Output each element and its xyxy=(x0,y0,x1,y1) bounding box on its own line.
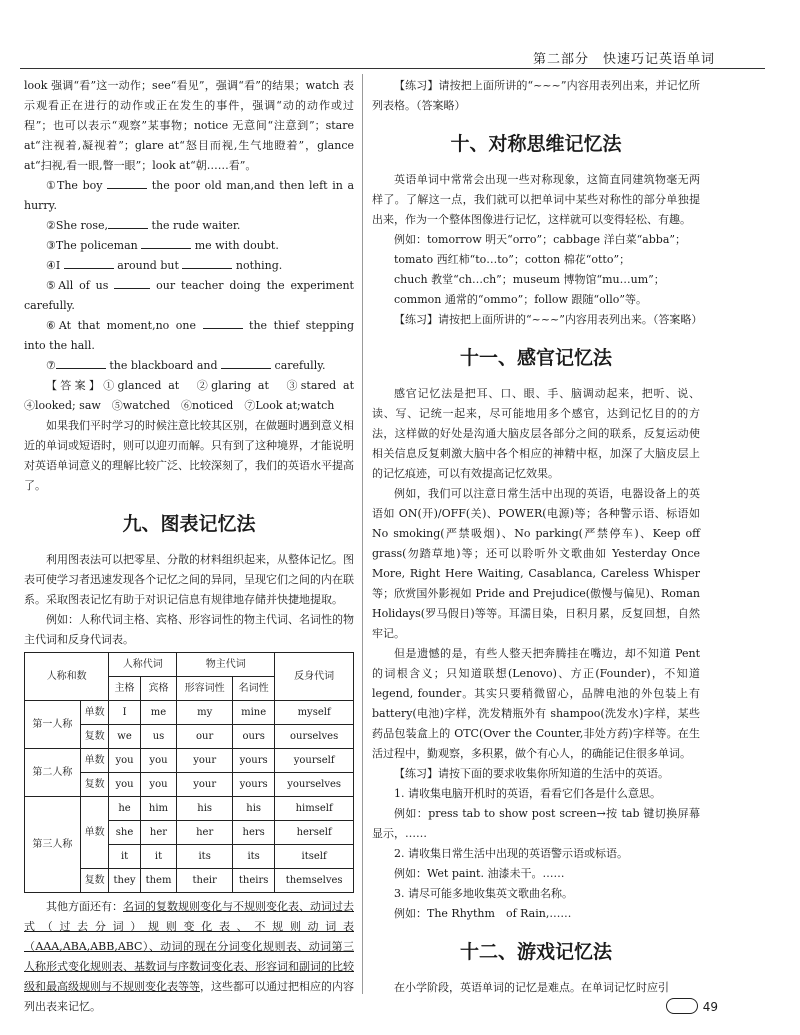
practice-note: 【练习】请按把上面所讲的“~~~”内容用表列出来，并记忆所列表格。（答案略） xyxy=(372,79,700,112)
example-line: tomato 西红柿“to…to”；cotton 棉花“otto”； xyxy=(394,253,631,266)
row-label: 复数 xyxy=(80,773,109,797)
paragraph: 在小学阶段，英语单词的记忆是难点。在单词记忆时应引 xyxy=(394,981,669,994)
column-divider xyxy=(362,74,363,994)
list-item: 例如：Wet paint. 油漆未干。…… xyxy=(394,867,565,880)
practice-note: 【练习】请按把上面所讲的“~~~”内容用表列出来。（答案略） xyxy=(394,313,703,326)
table-header: 形容词性 xyxy=(177,677,233,701)
row-label: 单数 xyxy=(80,701,109,725)
exercise-7: ⑦ the blackboard and carefully. xyxy=(46,359,326,372)
page-header xyxy=(0,0,800,66)
section-heading-12: 十二、游戏记忆法 xyxy=(459,941,612,963)
exercise-4: ④I around but nothing. xyxy=(46,259,283,272)
section-heading-11: 十一、感官记忆法 xyxy=(459,347,612,369)
row-label: 复数 xyxy=(80,725,109,749)
table-row: 复数 they them their theirs themselves xyxy=(25,869,354,893)
left-column xyxy=(24,76,365,1017)
paragraph: 如果我们平时学习的时候注意比较其区别，在做题时遇到意义相近的单词或短语时，则可以迎刃而解。只有到了这种境界，才能说明对英语单词意义的理解比较广泛、比较深刻了，我们的英语水平提高了。 xyxy=(24,419,354,492)
list-item: 3. 请尽可能多地收集英文歌曲名称。 xyxy=(394,887,573,900)
row-label: 复数 xyxy=(80,869,109,893)
exercise-5: ⑤All of us our teacher doing the experiment carefully. xyxy=(24,279,354,312)
paragraph: 感官记忆法是把耳、口、眼、手、脑调动起来，把听、说、读、写、记统一起来，尽可能地用多个感官，达到记忆目的的方法，这样做的好处是沟通大脑皮层各部分之间的联系，反复运动使相关信息反复刺激大脑中各个相应的神精中枢，加深了大脑皮层上的记忆痕迹，可以有效提高记忆效果。 xyxy=(372,387,700,480)
table-header: 物主代词 xyxy=(177,653,275,677)
table-row: 第三人称 单数 he him his his himself xyxy=(25,797,354,821)
page-ornament-icon xyxy=(666,998,698,1014)
list-item: 1. 请收集电脑开机时的英语，看看它们各是什么意思。 xyxy=(394,787,661,800)
page-number: 49 xyxy=(702,1000,718,1014)
table-header: 主格 xyxy=(109,677,140,701)
paragraph: 例如，我们可以注意日常生活中出现的英语，电器设备上的英语如 ON(开)/OFF(关)、POWER(电源)等；各种警示语、标语如 No smoking(严禁吸烟)、No parking(严禁停车)、Keep off grass(勿踏草地)等；还可以聆听外文歌曲如 Yesterday Once More, Right Here Waiting, Casablanca, Careless Whisper 等；欣赏国外影视如 Pride and Prejudice(傲慢与偏见)、Roman Holidays(罗马假日)等等。耳濡目染，日积月累，反复回想，自然牢记。 xyxy=(372,487,700,640)
exercise-6: ⑥At that moment,no one the thief stepping into the hall. xyxy=(24,319,355,352)
table-header: 宾格 xyxy=(140,677,177,701)
pronoun-table xyxy=(24,652,354,893)
example-line: chuch 教堂“ch…ch”；museum 博物馆“mu…um”； xyxy=(394,273,665,286)
row-label: 第一人称 xyxy=(25,701,81,749)
example-line: common 通常的“ommo”；follow 跟随“ollo”等。 xyxy=(394,293,647,306)
table-row: she her her hers herself xyxy=(25,821,354,845)
exercise-1: ①The boy the poor old man,and then left in a hurry. xyxy=(24,179,355,212)
answer-key: 【答案】①glanced at ②glaring at ③stared at ④looked; saw ⑤watched ⑥noticed ⑦Look at;watch xyxy=(24,379,365,412)
section-title: 第二部分 快速巧记英语单词 xyxy=(532,52,715,67)
table-header: 反身代词 xyxy=(275,653,354,701)
header-rule xyxy=(20,68,765,69)
example-line: 例如：tomorrow 明天“orro”；cabbage 洋白菜“abba”； xyxy=(394,233,687,246)
right-column xyxy=(372,76,703,998)
row-label: 第三人称 xyxy=(25,797,81,893)
row-label: 单数 xyxy=(80,749,109,773)
table-header: 人称和数 xyxy=(25,653,109,701)
table-header: 人称代词 xyxy=(109,653,177,677)
table-row: 复数 you you your yours yourselves xyxy=(25,773,354,797)
section-heading-10: 十、对称思维记忆法 xyxy=(450,133,622,155)
practice-note: 【练习】请按下面的要求收集你所知道的生活中的英语。 xyxy=(394,767,669,780)
section-heading-9: 九、图表记忆法 xyxy=(122,513,256,535)
paragraph: 其他方面还有：名词的复数规则变化与不规则变化表、动词过去式（过去分词）规则变化表、不规则动词表（AAA,ABA,ABB,ABC）、动词的现在分词变化规则表、动词第三人称形式变化规则表、基数词与序数词变化表、形容词和副词的比较级和最高级规则与不规则变化表等等，这些都可以通过把相应的内容列出表来记忆。 xyxy=(24,900,354,1013)
table-row: 第一人称 单数 I me my mine myself xyxy=(25,701,354,725)
row-label: 第二人称 xyxy=(25,749,81,797)
table-row: 复数 we us our ours ourselves xyxy=(25,725,354,749)
exercise-3: ③The policeman me with doubt. xyxy=(46,239,279,252)
row-label: 单数 xyxy=(80,797,109,869)
list-item: 2. 请收集日常生活中出现的英语警示语或标语。 xyxy=(394,847,628,860)
list-item: 例如：press tab to show post screen→按 tab 键切换屏幕显示，…… xyxy=(372,807,700,840)
exercise-2: ②She rose, the rude waiter. xyxy=(46,219,241,232)
table-row: it it its its itself xyxy=(25,845,354,869)
paragraph: 但是遗憾的是，有些人整天把奔腾挂在嘴边，却不知道 Pent 的词根含义；只知道联想(Lenovo)、方正(Founder)，不知道 legend, founder。其实只要稍微留心，品牌电池的外包装上有 battery(电池)字样，洗发精瓶外有 shampoo(洗发水)字样，某些药品包装盒上的 OTC(Over the Counter,非处方药)字样等。在生活过程中，勤观察，多积累，做个有心人，的确能记住很多单词。 xyxy=(372,647,700,760)
paragraph: 例如：人称代词主格、宾格、形容词性的物主代词、名词性的物主代词和反身代词表。 xyxy=(24,613,354,646)
list-item: 例如：The Rhythm of Rain,…… xyxy=(394,907,572,920)
table-header: 名词性 xyxy=(233,677,275,701)
table-row: 第二人称 单数 you you your yours yourself xyxy=(25,749,354,773)
paragraph: 英语单词中常常会出现一些对称现象，这简直同建筑物毫无两样了。了解这一点，我们就可以把单词中某些对称性的部分单独提出来，作为一个整体图像进行记忆，这样就可以变得轻松、有趣。 xyxy=(372,173,700,226)
paragraph: look 强调“看”这一动作；see“看见”，强调“看”的结果；watch 表示观看正在进行的动作或正在发生的事件，强调“动的动作或过程”；也可以表示“观察”某事物；notice 无意间“注意到”；stare at“注视着,凝视着”；glare at“怒目而视,生气地瞪着”，glance at“扫视,看一眼,瞥一眼”；look at“朝……看”。 xyxy=(24,79,354,172)
paragraph: 利用图表法可以把零星、分散的材料组织起来，从整体记忆。图表可使学习者迅速发现各个记忆之间的异同，呈现它们之间的内在联系。采取图表记忆有助于对识记信息有规律地存储并快捷地提取。 xyxy=(24,553,354,606)
